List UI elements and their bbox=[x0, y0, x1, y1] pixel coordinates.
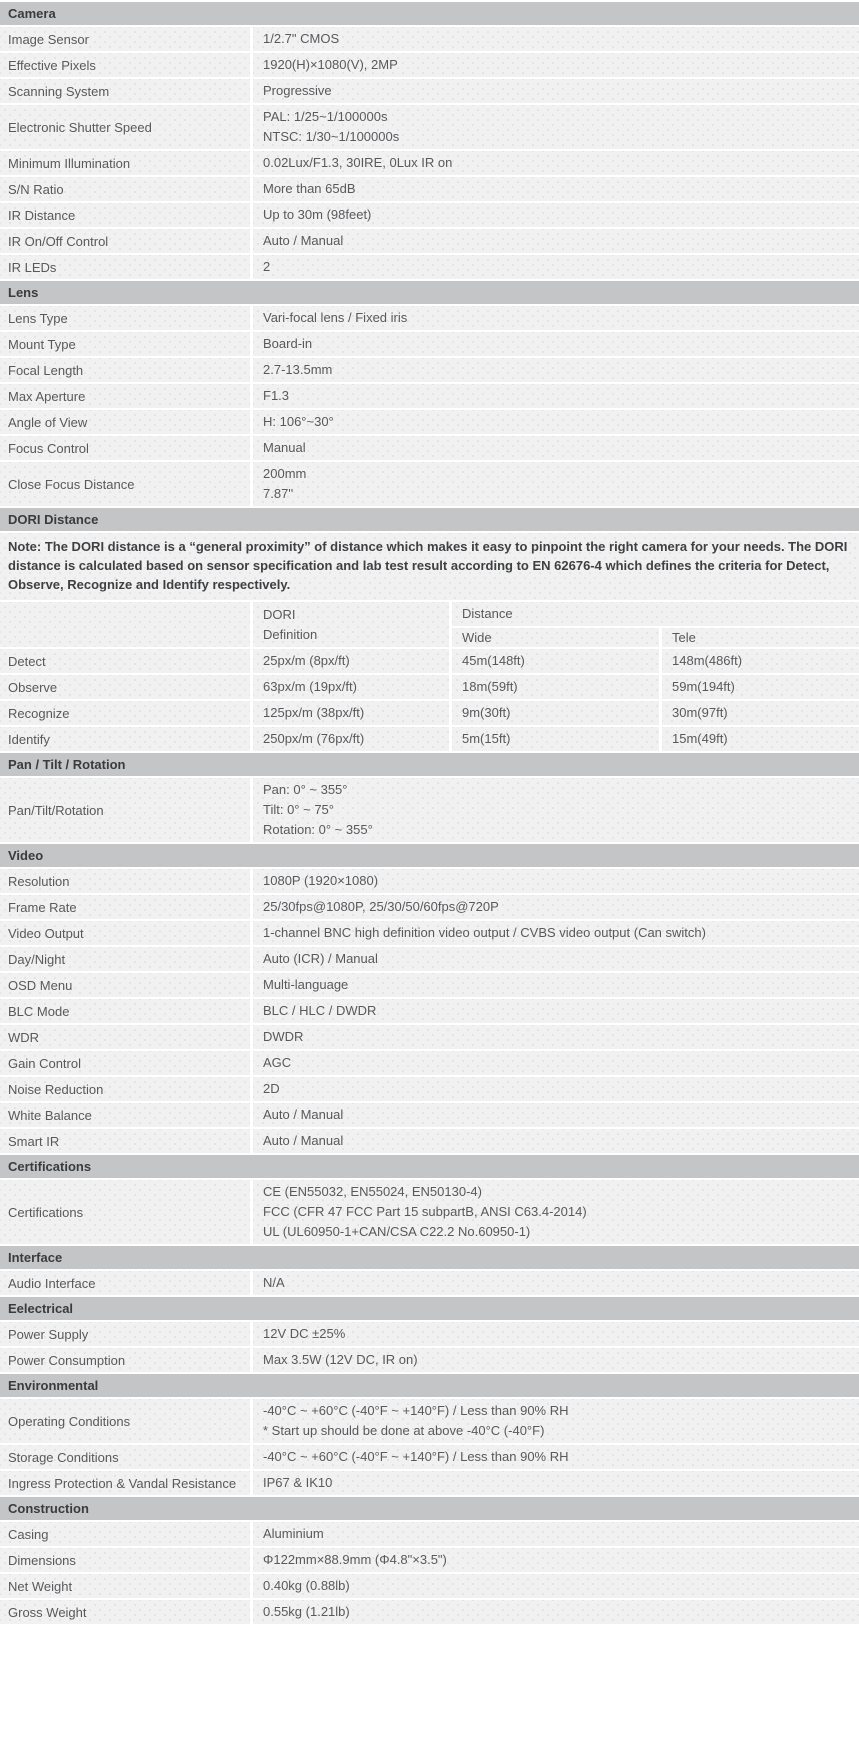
dori-row-definition: 25px/m (8px/ft) bbox=[253, 649, 449, 673]
spec-value-line: Vari-focal lens / Fixed iris bbox=[263, 310, 408, 325]
spec-row bbox=[0, 895, 859, 919]
spec-row-value bbox=[253, 999, 859, 1023]
dori-wide-header-label: Wide bbox=[452, 628, 659, 647]
spec-row-value bbox=[253, 1180, 859, 1244]
spec-row bbox=[0, 306, 859, 330]
dori-row-tele: 15m(49ft) bbox=[662, 727, 859, 751]
spec-row bbox=[0, 53, 859, 77]
spec-value-line: CE (EN55032, EN55024, EN50130-4) bbox=[263, 1184, 482, 1199]
section-header: Pan / Tilt / Rotation bbox=[0, 753, 859, 776]
spec-row bbox=[0, 1399, 859, 1443]
spec-row-value bbox=[253, 1077, 859, 1101]
spec-row bbox=[0, 778, 859, 842]
spec-row bbox=[0, 1522, 859, 1546]
spec-row-value bbox=[253, 1548, 859, 1572]
dori-row-tele: 30m(97ft) bbox=[662, 701, 859, 725]
spec-value-line: Multi-language bbox=[263, 977, 349, 992]
spec-row-label: Resolution bbox=[0, 869, 250, 893]
spec-row-value bbox=[253, 973, 859, 997]
spec-row bbox=[0, 358, 859, 382]
dori-distance-header-label: Distance bbox=[452, 602, 859, 626]
spec-row-label: Angle of View bbox=[0, 410, 250, 434]
spec-row bbox=[0, 1348, 859, 1372]
dori-table-row bbox=[0, 675, 859, 699]
spec-row bbox=[0, 1271, 859, 1295]
spec-row-label: Power Supply bbox=[0, 1322, 250, 1346]
spec-row-label: Dimensions bbox=[0, 1548, 250, 1572]
dori-table-row bbox=[0, 649, 859, 673]
dori-row-wide: 9m(30ft) bbox=[452, 701, 659, 725]
spec-row bbox=[0, 79, 859, 103]
section-header: Interface bbox=[0, 1246, 859, 1269]
spec-row-label: Video Output bbox=[0, 921, 250, 945]
spec-value-line: 0.02Lux/F1.3, 30IRE, 0Lux IR on bbox=[263, 155, 453, 170]
spec-row bbox=[0, 973, 859, 997]
spec-value-line: Progressive bbox=[263, 83, 332, 98]
spec-row-value bbox=[253, 203, 859, 227]
dori-definition-header-label: DORI Definition bbox=[263, 606, 318, 642]
spec-row-label: Operating Conditions bbox=[0, 1399, 250, 1443]
spec-row bbox=[0, 1129, 859, 1153]
spec-row-value bbox=[253, 1522, 859, 1546]
spec-row-label: OSD Menu bbox=[0, 973, 250, 997]
spec-value-line: N/A bbox=[263, 1275, 285, 1290]
section-header: DORI Distance bbox=[0, 508, 859, 531]
spec-value-line: Up to 30m (98feet) bbox=[263, 207, 372, 222]
dori-row-tele: 59m(194ft) bbox=[662, 675, 859, 699]
spec-row bbox=[0, 921, 859, 945]
spec-row-label: Image Sensor bbox=[0, 27, 250, 51]
spec-row-label: Gross Weight bbox=[0, 1600, 250, 1624]
spec-row-label: Power Consumption bbox=[0, 1348, 250, 1372]
dori-note: Note: The DORI distance is a “general proximity” of distance which makes it easy to pinpoint the right camera for your needs. The DORI distance is calculated based on sensor specification and lab test result according to EN 62676-4 which defines the criteria for Detect, Observe, Recognize and Identify respectively. bbox=[0, 533, 859, 600]
spec-value-line: PAL: 1/25~1/100000s bbox=[263, 109, 388, 124]
spec-row bbox=[0, 1445, 859, 1469]
spec-row-value bbox=[253, 1322, 859, 1346]
spec-row-value bbox=[253, 462, 859, 506]
spec-row-value bbox=[253, 332, 859, 356]
spec-row bbox=[0, 203, 859, 227]
spec-value-line: NTSC: 1/30~1/100000s bbox=[263, 129, 400, 144]
spec-row-label: Gain Control bbox=[0, 1051, 250, 1075]
dori-header-empty-cell bbox=[0, 602, 250, 647]
spec-value-line: Manual bbox=[263, 440, 306, 455]
dori-row-wide: 5m(15ft) bbox=[452, 727, 659, 751]
spec-row-label: Mount Type bbox=[0, 332, 250, 356]
spec-value-line: 200mm bbox=[263, 466, 307, 481]
spec-value-line: UL (UL60950-1+CAN/CSA C22.2 No.60950-1) bbox=[263, 1224, 531, 1239]
spec-row bbox=[0, 27, 859, 51]
spec-row-label: Smart IR bbox=[0, 1129, 250, 1153]
spec-row bbox=[0, 177, 859, 201]
spec-value-line: -40°C ~ +60°C (-40°F ~ +140°F) / Less than 90% RH bbox=[263, 1403, 569, 1418]
dori-row-definition: 250px/m (76px/ft) bbox=[253, 727, 449, 751]
spec-row-label: Focal Length bbox=[0, 358, 250, 382]
spec-value-line: DWDR bbox=[263, 1029, 304, 1044]
spec-row-label: Day/Night bbox=[0, 947, 250, 971]
spec-row bbox=[0, 1600, 859, 1624]
section-header: Environmental bbox=[0, 1374, 859, 1397]
spec-value-line: Φ122mm×88.9mm (Φ4.8"×3.5") bbox=[263, 1552, 447, 1567]
spec-value-line: Tilt: 0° ~ 75° bbox=[263, 802, 334, 817]
dori-row-name: Recognize bbox=[0, 701, 250, 725]
spec-row bbox=[0, 151, 859, 175]
dori-row-name: Detect bbox=[0, 649, 250, 673]
spec-row-label: Ingress Protection & Vandal Resistance bbox=[0, 1471, 250, 1495]
spec-row-label: IR Distance bbox=[0, 203, 250, 227]
spec-value-line: 25/30fps@1080P, 25/30/50/60fps@720P bbox=[263, 899, 499, 914]
dori-row-name: Identify bbox=[0, 727, 250, 751]
spec-row-value bbox=[253, 79, 859, 103]
spec-row-label: WDR bbox=[0, 1025, 250, 1049]
spec-row-label: Electronic Shutter Speed bbox=[0, 105, 250, 149]
spec-row-label: IR On/Off Control bbox=[0, 229, 250, 253]
spec-value-line: H: 106°~30° bbox=[263, 414, 334, 429]
spec-row-value bbox=[253, 1399, 859, 1443]
spec-row bbox=[0, 1051, 859, 1075]
section-header: Eelectrical bbox=[0, 1297, 859, 1320]
spec-row bbox=[0, 436, 859, 460]
spec-row-label: Certifications bbox=[0, 1180, 250, 1244]
spec-row-label: Minimum Illumination bbox=[0, 151, 250, 175]
spec-value-line: Auto / Manual bbox=[263, 1133, 344, 1148]
spec-row-label: IR LEDs bbox=[0, 255, 250, 279]
spec-row-value bbox=[253, 1471, 859, 1495]
spec-value-line: 1080P (1920×1080) bbox=[263, 873, 379, 888]
spec-row-value bbox=[253, 947, 859, 971]
spec-value-line: 1-channel BNC high definition video output / CVBS video output (Can switch) bbox=[263, 925, 706, 940]
spec-value-line: Aluminium bbox=[263, 1526, 324, 1541]
spec-row-value bbox=[253, 105, 859, 149]
spec-value-line: 0.40kg (0.88lb) bbox=[263, 1578, 350, 1593]
dori-row-name: Observe bbox=[0, 675, 250, 699]
spec-value-line: 1920(H)×1080(V), 2MP bbox=[263, 57, 398, 72]
section-header: Lens bbox=[0, 281, 859, 304]
spec-value-line: Max 3.5W (12V DC, IR on) bbox=[263, 1352, 418, 1367]
spec-value-line: Rotation: 0° ~ 355° bbox=[263, 822, 373, 837]
section-header: Camera bbox=[0, 2, 859, 25]
dori-tele-header-label: Tele bbox=[662, 628, 859, 647]
spec-value-line: 0.55kg (1.21lb) bbox=[263, 1604, 350, 1619]
dori-table-row bbox=[0, 727, 859, 751]
spec-row bbox=[0, 229, 859, 253]
spec-value-line: Auto / Manual bbox=[263, 1107, 344, 1122]
spec-row bbox=[0, 1548, 859, 1572]
spec-row-value bbox=[253, 1103, 859, 1127]
spec-value-line: AGC bbox=[263, 1055, 292, 1070]
spec-value-line: FCC (CFR 47 FCC Part 15 subpartB, ANSI C63.4-2014) bbox=[263, 1204, 587, 1219]
spec-row-value bbox=[253, 436, 859, 460]
spec-value-line: -40°C ~ +60°C (-40°F ~ +140°F) / Less than 90% RH bbox=[263, 1449, 569, 1464]
spec-row-label: Focus Control bbox=[0, 436, 250, 460]
spec-row-label: Net Weight bbox=[0, 1574, 250, 1598]
spec-row-label: Frame Rate bbox=[0, 895, 250, 919]
spec-row bbox=[0, 1471, 859, 1495]
spec-row-value bbox=[253, 1348, 859, 1372]
spec-value-line: 2D bbox=[263, 1081, 280, 1096]
spec-row-label: Pan/Tilt/Rotation bbox=[0, 778, 250, 842]
dori-row-definition: 125px/m (38px/ft) bbox=[253, 701, 449, 725]
spec-row bbox=[0, 1322, 859, 1346]
spec-value-line: * Start up should be done at above -40°C (-40°F) bbox=[263, 1423, 545, 1438]
spec-row-label: Noise Reduction bbox=[0, 1077, 250, 1101]
spec-value-line: 1/2.7" CMOS bbox=[263, 31, 340, 46]
spec-row-value bbox=[253, 1271, 859, 1295]
dori-header-definition-cell bbox=[253, 602, 449, 647]
section-header: Video bbox=[0, 844, 859, 867]
spec-row bbox=[0, 1077, 859, 1101]
spec-row bbox=[0, 1180, 859, 1244]
spec-value-line: More than 65dB bbox=[263, 181, 356, 196]
spec-row bbox=[0, 384, 859, 408]
spec-row-value bbox=[253, 1445, 859, 1469]
dori-header-row bbox=[0, 602, 859, 647]
spec-row-value bbox=[253, 869, 859, 893]
section-header: Certifications bbox=[0, 1155, 859, 1178]
spec-value-line: Board-in bbox=[263, 336, 313, 351]
spec-row bbox=[0, 999, 859, 1023]
spec-value-line: Auto (ICR) / Manual bbox=[263, 951, 378, 966]
dori-row-wide: 45m(148ft) bbox=[452, 649, 659, 673]
spec-row-value bbox=[253, 1051, 859, 1075]
spec-row bbox=[0, 1103, 859, 1127]
dori-header-subrow bbox=[452, 628, 859, 647]
spec-row bbox=[0, 1574, 859, 1598]
spec-value-line: 2.7-13.5mm bbox=[263, 362, 333, 377]
spec-value-line: 2 bbox=[263, 259, 271, 274]
spec-row-value bbox=[253, 410, 859, 434]
spec-row-value bbox=[253, 895, 859, 919]
spec-row-value bbox=[253, 177, 859, 201]
spec-row-label: Storage Conditions bbox=[0, 1445, 250, 1469]
dori-row-definition: 63px/m (19px/ft) bbox=[253, 675, 449, 699]
spec-value-line: 12V DC ±25% bbox=[263, 1326, 346, 1341]
spec-row-label: Scanning System bbox=[0, 79, 250, 103]
spec-value-line: IP67 & IK10 bbox=[263, 1475, 333, 1490]
spec-row bbox=[0, 410, 859, 434]
spec-row-label: Audio Interface bbox=[0, 1271, 250, 1295]
spec-row bbox=[0, 105, 859, 149]
spec-value-line: Auto / Manual bbox=[263, 233, 344, 248]
spec-row-value bbox=[253, 229, 859, 253]
spec-row bbox=[0, 462, 859, 506]
spec-value-line: 7.87'' bbox=[263, 486, 294, 501]
dori-header-distance-group bbox=[452, 602, 859, 647]
spec-row-value bbox=[253, 151, 859, 175]
spec-row bbox=[0, 869, 859, 893]
spec-row-value bbox=[253, 778, 859, 842]
spec-row bbox=[0, 1025, 859, 1049]
spec-value-line: Pan: 0° ~ 355° bbox=[263, 782, 348, 797]
spec-row-value bbox=[253, 921, 859, 945]
spec-row-value bbox=[253, 1025, 859, 1049]
spec-row bbox=[0, 332, 859, 356]
section-header: Construction bbox=[0, 1497, 859, 1520]
spec-row-value bbox=[253, 358, 859, 382]
spec-row-label: Effective Pixels bbox=[0, 53, 250, 77]
spec-row-label: BLC Mode bbox=[0, 999, 250, 1023]
spec-row-value bbox=[253, 53, 859, 77]
spec-row-value bbox=[253, 384, 859, 408]
spec-row-label: Max Aperture bbox=[0, 384, 250, 408]
spec-row bbox=[0, 255, 859, 279]
dori-row-tele: 148m(486ft) bbox=[662, 649, 859, 673]
spec-row-value bbox=[253, 306, 859, 330]
spec-row-value bbox=[253, 27, 859, 51]
spec-row bbox=[0, 947, 859, 971]
spec-value-line: F1.3 bbox=[263, 388, 290, 403]
spec-row-value bbox=[253, 255, 859, 279]
spec-row-label: S/N Ratio bbox=[0, 177, 250, 201]
spec-row-value bbox=[253, 1129, 859, 1153]
spec-row-label: Lens Type bbox=[0, 306, 250, 330]
spec-row-value bbox=[253, 1600, 859, 1624]
spec-value-line: BLC / HLC / DWDR bbox=[263, 1003, 377, 1018]
spec-row-label: White Balance bbox=[0, 1103, 250, 1127]
spec-row-label: Casing bbox=[0, 1522, 250, 1546]
dori-table-row bbox=[0, 701, 859, 725]
spec-row-value bbox=[253, 1574, 859, 1598]
dori-row-wide: 18m(59ft) bbox=[452, 675, 659, 699]
spec-row-label: Close Focus Distance bbox=[0, 462, 250, 506]
